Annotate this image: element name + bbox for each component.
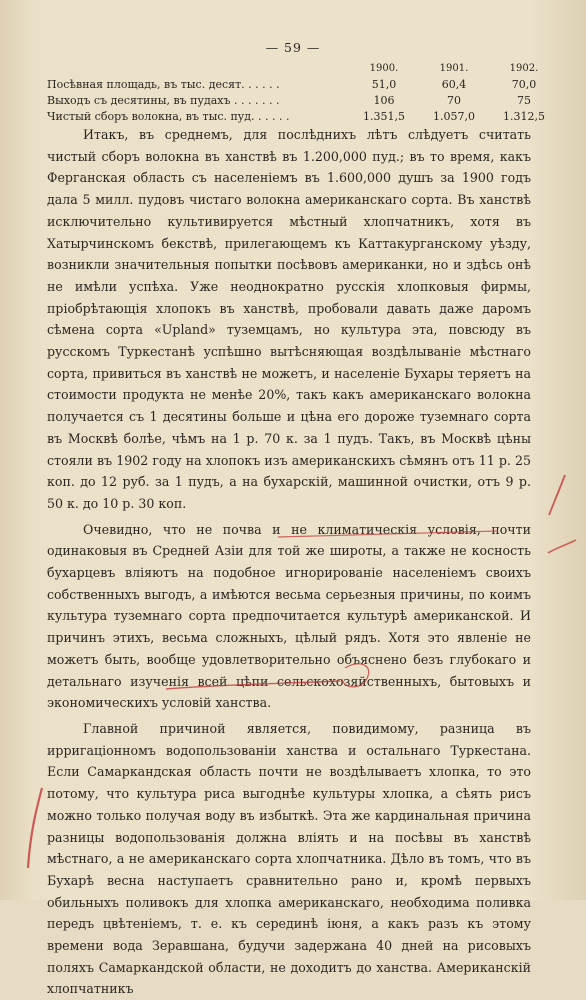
paragraph: Очевидно, что не почва и не климатическія условія, почти одинаковыя въ Средней Азіи для той же широты, а также не косность бухарцевъ вліяютъ на подобное игнорированіе населеніемъ своихъ собственныхъ выгодъ, а имѣются весьма серьезныя причины, по коимъ культура туземнаго сорта предпочитается культурѣ американской. И причинъ этихъ, весьма сложныхъ, цѣлый рядъ. Хотя это явленіе не можетъ быть, вообще удовлетворительно объяснено безъ глубокаго и детальнаго изученія всей цѣпи сельскохозяйственныхъ, бытовыхъ и экономическихъ условій ханства. xyxy=(47,521,531,711)
paragraph: Главной причиной является, повидимому, разница въ ирригаціонномъ водопользованіи ханства и остальнаго Туркестана. Если Самаркандская область почти не воздѣлываетъ хлопка, то это потому, что культура риса выгоднѣе культуры хлопка, а сѣять рисъ можно только получая воду въ избыткѣ. Эта же кардинальная причина разницы водопользованія должна вліять и на посѣвы въ ханствѣ мѣстнаго, а не американскаго сорта хлопчатника. Дѣло въ томъ, что въ Бухарѣ весна наступаетъ сравнительно рано и, кромѣ первыхъ обильныхъ поливокъ для хлопка американскаго, необходима поливка передъ цвѣтеніемъ, т. е. къ серединѣ іюня, а какъ разъ къ этому времени вода Зеравшана, будучи задержана 40 дней на рисовыхъ поляхъ Самаркандской области, не доходитъ до ханства. Американскій хлопчатникъ xyxy=(47,720,531,997)
cotton-stats-table xyxy=(47,63,562,126)
year-header: 1902. xyxy=(509,63,539,74)
cell-value: 51,0 xyxy=(371,78,397,91)
cell-value: 60,4 xyxy=(441,78,467,91)
row-label: Посѣвная площадь, въ тыс. десят. . . . . . xyxy=(47,78,280,91)
year-header: 1901. xyxy=(439,63,469,74)
stats-year-header xyxy=(47,63,562,78)
year-header: 1900. xyxy=(369,63,399,74)
cell-value: 70 xyxy=(447,94,461,107)
row-label: Выходъ съ десятины, въ пудахъ . . . . . . . xyxy=(47,94,280,107)
cell-value: 1.057,0 xyxy=(433,110,475,123)
bracket-mark xyxy=(28,788,42,868)
stats-row-area xyxy=(47,78,562,94)
margin-stroke xyxy=(548,540,576,553)
cell-value: 1.312,5 xyxy=(503,110,545,123)
margin-stroke xyxy=(549,475,565,515)
cell-value: 75 xyxy=(517,94,531,107)
cell-value: 70,0 xyxy=(511,78,537,91)
stats-row-yield xyxy=(47,94,562,110)
body-text xyxy=(47,124,531,1000)
page-number: — 59 — xyxy=(265,40,321,55)
paragraph: Итакъ, въ среднемъ, для послѣднихъ лѣтъ слѣдуетъ считать чистый сборъ волокна въ ханствѣ въ 1.200,000 пуд.; въ то время, какъ Ферганская область съ населеніемъ въ 1.600,000 душъ за 1900 годъ дала 5 милл. пудовъ чистаго волокна американскаго сорта. Въ ханствѣ исключительно культивируется мѣстный хлопчатникъ, хотя въ Хатырчинскомъ бекствѣ, прилегающемъ къ Каттакурганскому уѣзду, возникли значительныя попытки посѣвовъ американки, но и здѣсь онѣ не имѣли успѣха. Уже неоднократно русскія хлопковыя фирмы, пріобрѣтающія хлопокъ въ ханствѣ, пробовали давать даже даромъ сѣмена сорта «Upland» туземцамъ, но культура эта, повсюду въ русскомъ Туркестанѣ успѣшно вытѣсняющая воздѣлываніе мѣстнаго сорта, привиться въ ханствѣ не можетъ, и населеніе Бухары теряетъ на стоимости продукта не менѣе 20%, такъ какъ американскаго волокна получается съ 1 десятины больше и цѣна его дороже туземнаго сорта въ Москвѣ болѣе, чѣмъ на 1 р. 70 к. за 1 пудъ. Такъ, въ Москвѣ цѣны стояли въ 1902 году на хлопокъ изъ американскихъ сѣмянъ отъ 11 р. 25 коп. до 12 руб. за 1 пудъ, а на бухарскій, машинной очистки, отъ 9 р. 50 к. до 10 р. 30 коп. xyxy=(47,127,531,511)
row-label: Чистый сборъ волокна, въ тыс. пуд. . . . . . xyxy=(47,110,290,123)
cell-value: 1.351,5 xyxy=(363,110,405,123)
cell-value: 106 xyxy=(373,94,395,107)
